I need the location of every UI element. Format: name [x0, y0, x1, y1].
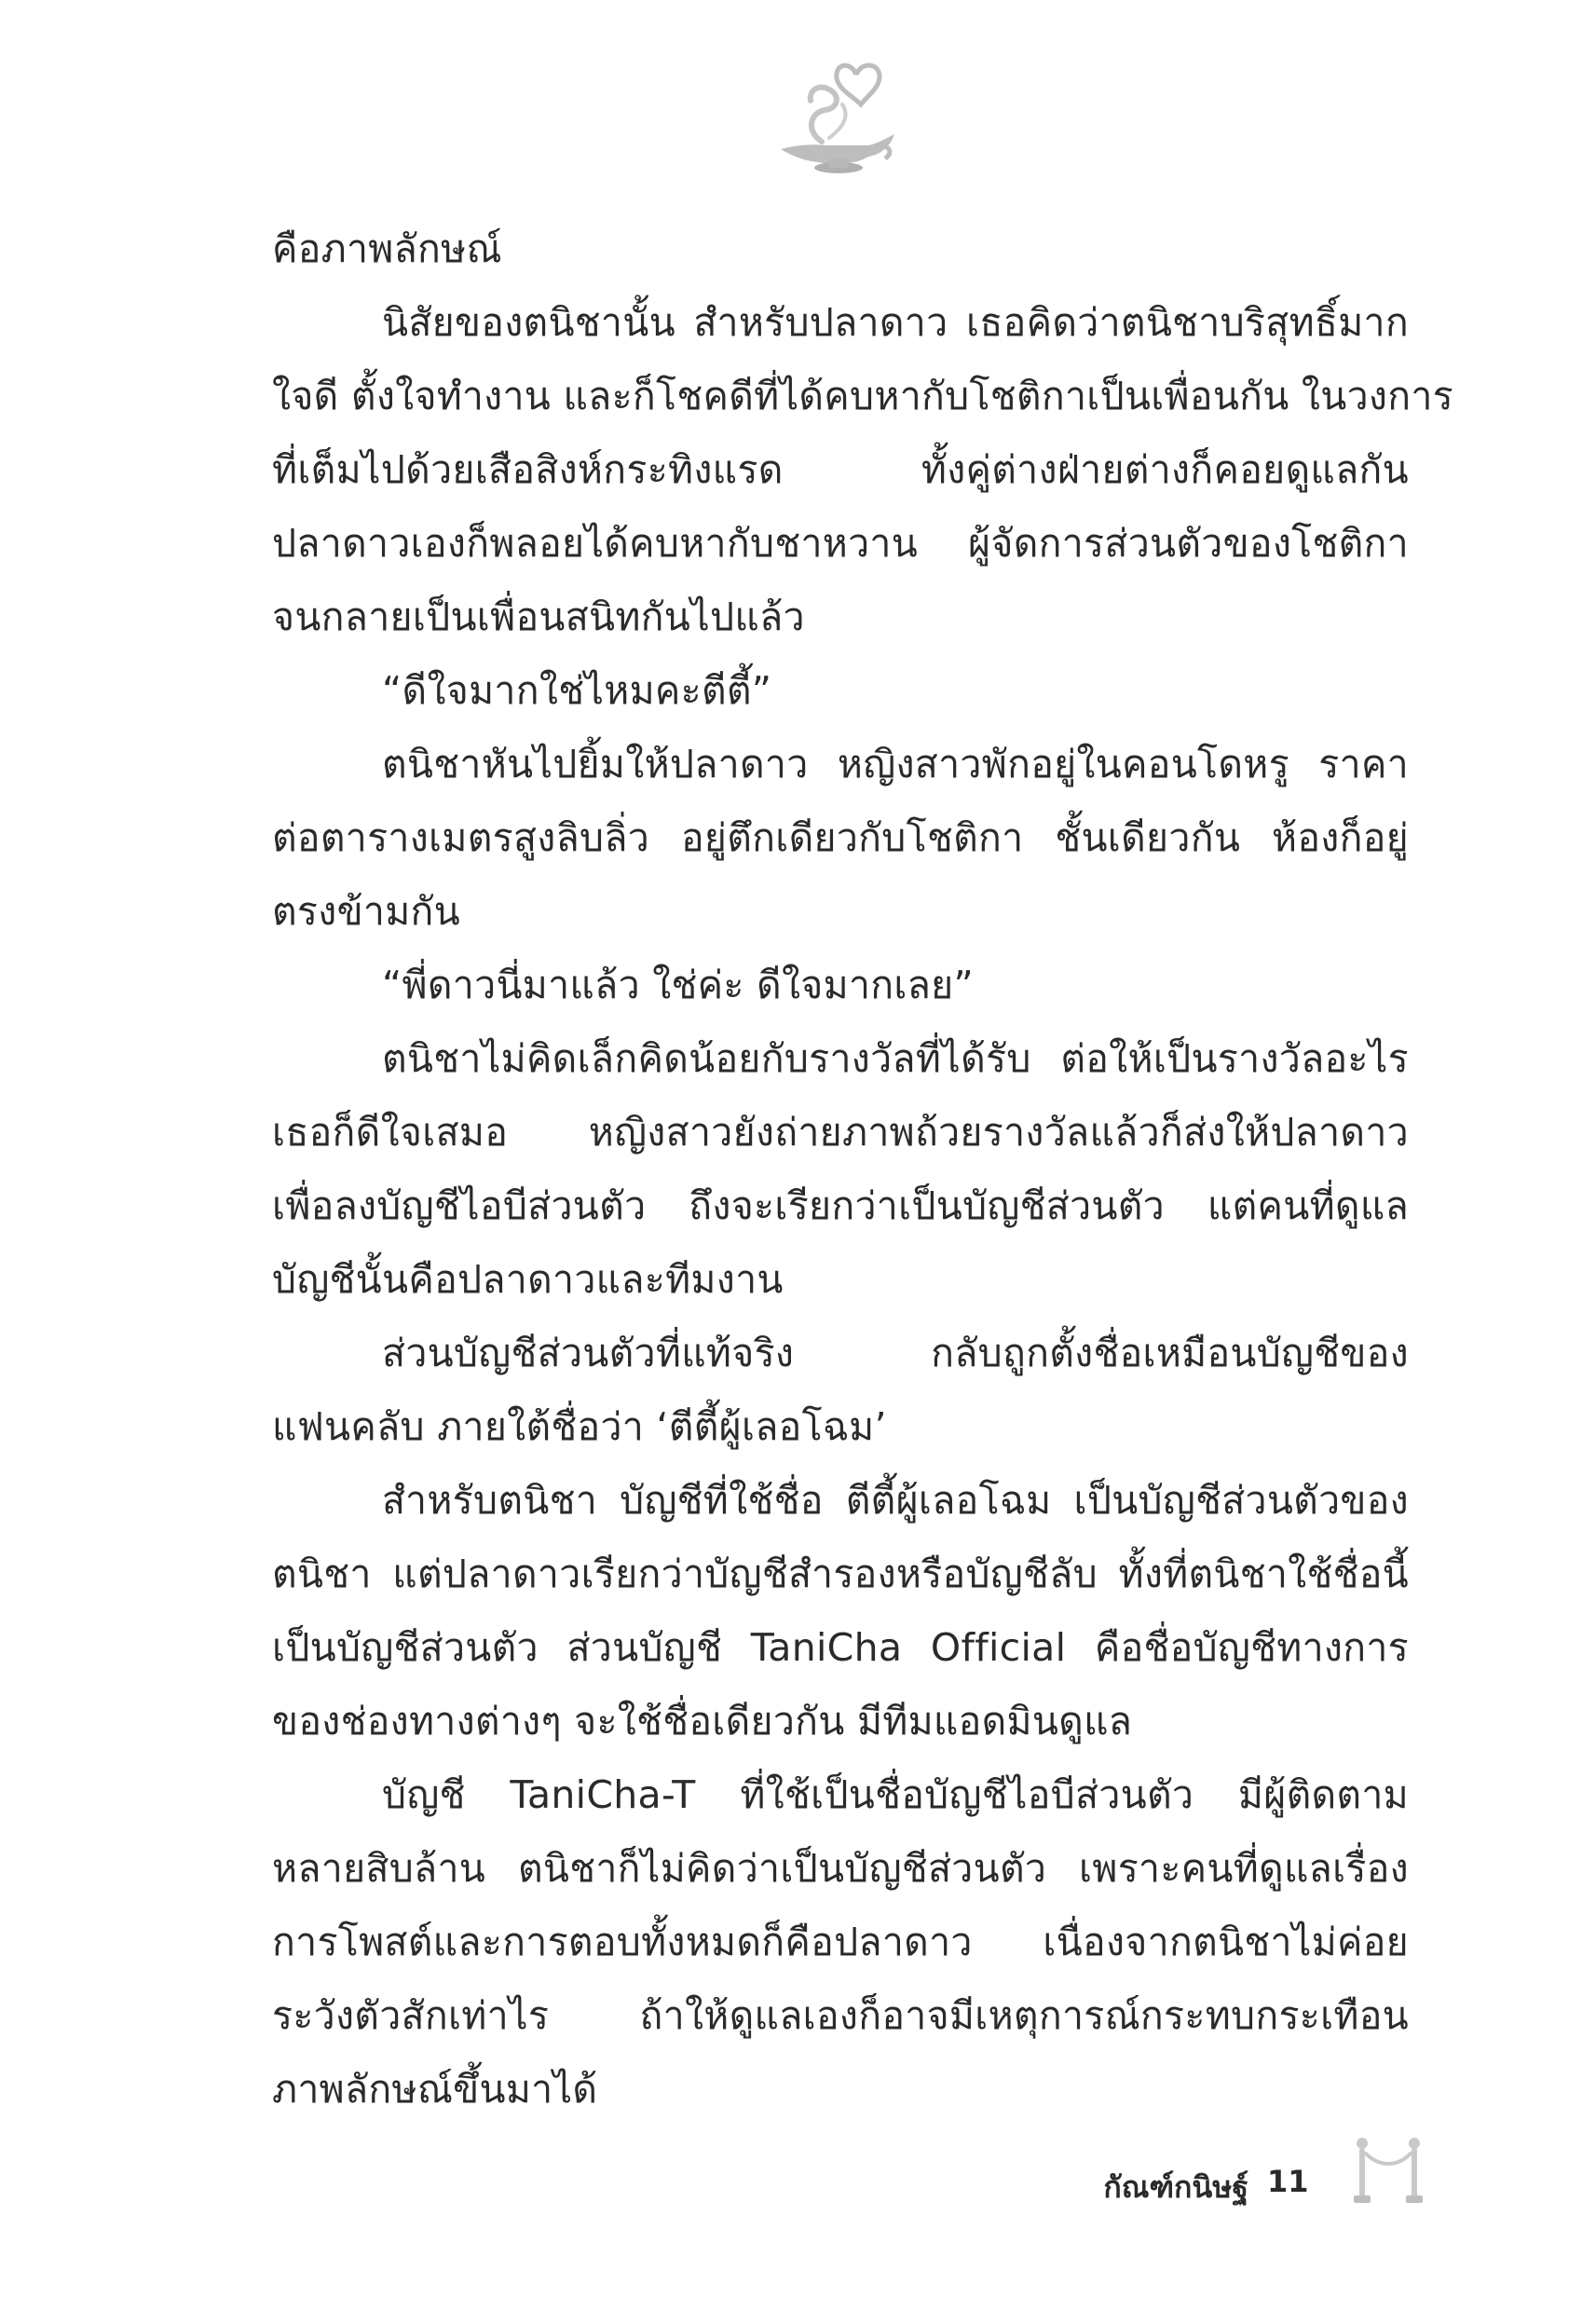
text-line: ปลาดาวเองก็พลอยได้คบหากับชาหวาน ผู้จัดการส่วนตัวของโชติกา: [272, 521, 1409, 566]
body-text: [272, 212, 1453, 2126]
curtain-posts-icon: [1351, 2136, 1425, 2207]
text-line: เพื่อลงบัญชีไอบีส่วนตัว ถึงจะเรียกว่าเป็นบัญชีส่วนตัว แต่คนที่ดูแล: [272, 1183, 1409, 1228]
text-line: ที่เต็มไปด้วยเสือสิงห์กระทิงแรด ทั้งคู่ต่างฝ่ายต่างก็คอยดูแลกัน: [272, 447, 1409, 492]
text-line: ตรงข้ามกัน: [272, 889, 460, 934]
text-line: ส่วนบัญชีส่วนตัวที่แท้จริง กลับถูกตั้งชื่อเหมือนบัญชีของ: [382, 1331, 1409, 1375]
text-line: ภาพลักษณ์ขึ้นมาได้: [272, 2067, 598, 2112]
text-line: เธอก็ดีใจเสมอ หญิงสาวยังถ่ายภาพถ้วยรางวัลแล้วก็ส่งให้ปลาดาว: [272, 1110, 1409, 1155]
text-line: บัญชี TaniCha-T ที่ใช้เป็นชื่อบัญชีไอบีส่วนตัว มีผู้ติดตาม: [382, 1772, 1409, 1817]
text-line: นิสัยของตนิชานั้น สำหรับปลาดาว เธอคิดว่าตนิชาบริสุทธิ์มาก: [382, 300, 1409, 345]
text-line: ของช่องทางต่างๆ จะใช้ชื่อเดียวกัน มีทีมแอดมินดูแล: [272, 1699, 1133, 1744]
text-line: คือภาพลักษณ์: [272, 226, 502, 271]
text-line: ต่อตารางเมตรสูงลิบลิ่ว อยู่ตึกเดียวกับโชติกา ชั้นเดียวกัน ห้องก็อยู่: [272, 815, 1409, 860]
text-line: เป็นบัญชีส่วนตัว ส่วนบัญชี TaniCha Official คือชื่อบัญชีทางการ: [272, 1625, 1409, 1670]
text-line: หลายสิบล้าน ตนิชาก็ไม่คิดว่าเป็นบัญชีส่วนตัว เพราะคนที่ดูแลเรื่อง: [272, 1846, 1409, 1891]
text-line: ระวังตัวสักเท่าไร ถ้าให้ดูแลเองก็อาจมีเหตุการณ์กระทบกระเทือน: [272, 1993, 1409, 2038]
text-line: บัญชีนั้นคือปลาดาวและทีมงาน: [272, 1257, 784, 1302]
text-line: “ดีใจมากใช่ไหมคะตีตี้”: [382, 668, 772, 713]
text-line: ใจดี ตั้งใจทำงาน และก็โชคดีที่ได้คบหากับโชติกาเป็นเพื่อนกัน ในวงการ: [272, 374, 1453, 418]
text-line: ตนิชาหันไปยิ้มให้ปลาดาว หญิงสาวพักอยู่ในคอนโดหรู ราคา: [382, 742, 1409, 786]
magic-lamp-heart-icon: [764, 56, 904, 177]
page-number: 11: [1267, 2164, 1309, 2199]
book-title: กัณฑ์กนิษฐ์: [1103, 2169, 1248, 2205]
text-line: จนกลายเป็นเพื่อนสนิทกันไปแล้ว: [272, 595, 805, 639]
text-line: ตนิชาไม่คิดเล็กคิดน้อยกับรางวัลที่ได้รับ ต่อให้เป็นรางวัลอะไร: [382, 1036, 1409, 1081]
text-line: แฟนคลับ ภายใต้ชื่อว่า ‘ตีตี้ผู้เลอโฉม’: [272, 1404, 887, 1449]
text-line: “พี่ดาวนี่มาแล้ว ใช่ค่ะ ดีใจมากเลย”: [382, 963, 974, 1007]
text-line: ตนิชา แต่ปลาดาวเรียกว่าบัญชีสำรองหรือบัญชีลับ ทั้งที่ตนิชาใช้ชื่อนี้: [272, 1552, 1409, 1596]
text-line: สำหรับตนิชา บัญชีที่ใช้ชื่อ ตีตี้ผู้เลอโฉม เป็นบัญชีส่วนตัวของ: [382, 1478, 1409, 1523]
text-line: การโพสต์และการตอบทั้งหมดก็คือปลาดาว เนื่องจากตนิชาไม่ค่อย: [272, 1920, 1409, 1964]
